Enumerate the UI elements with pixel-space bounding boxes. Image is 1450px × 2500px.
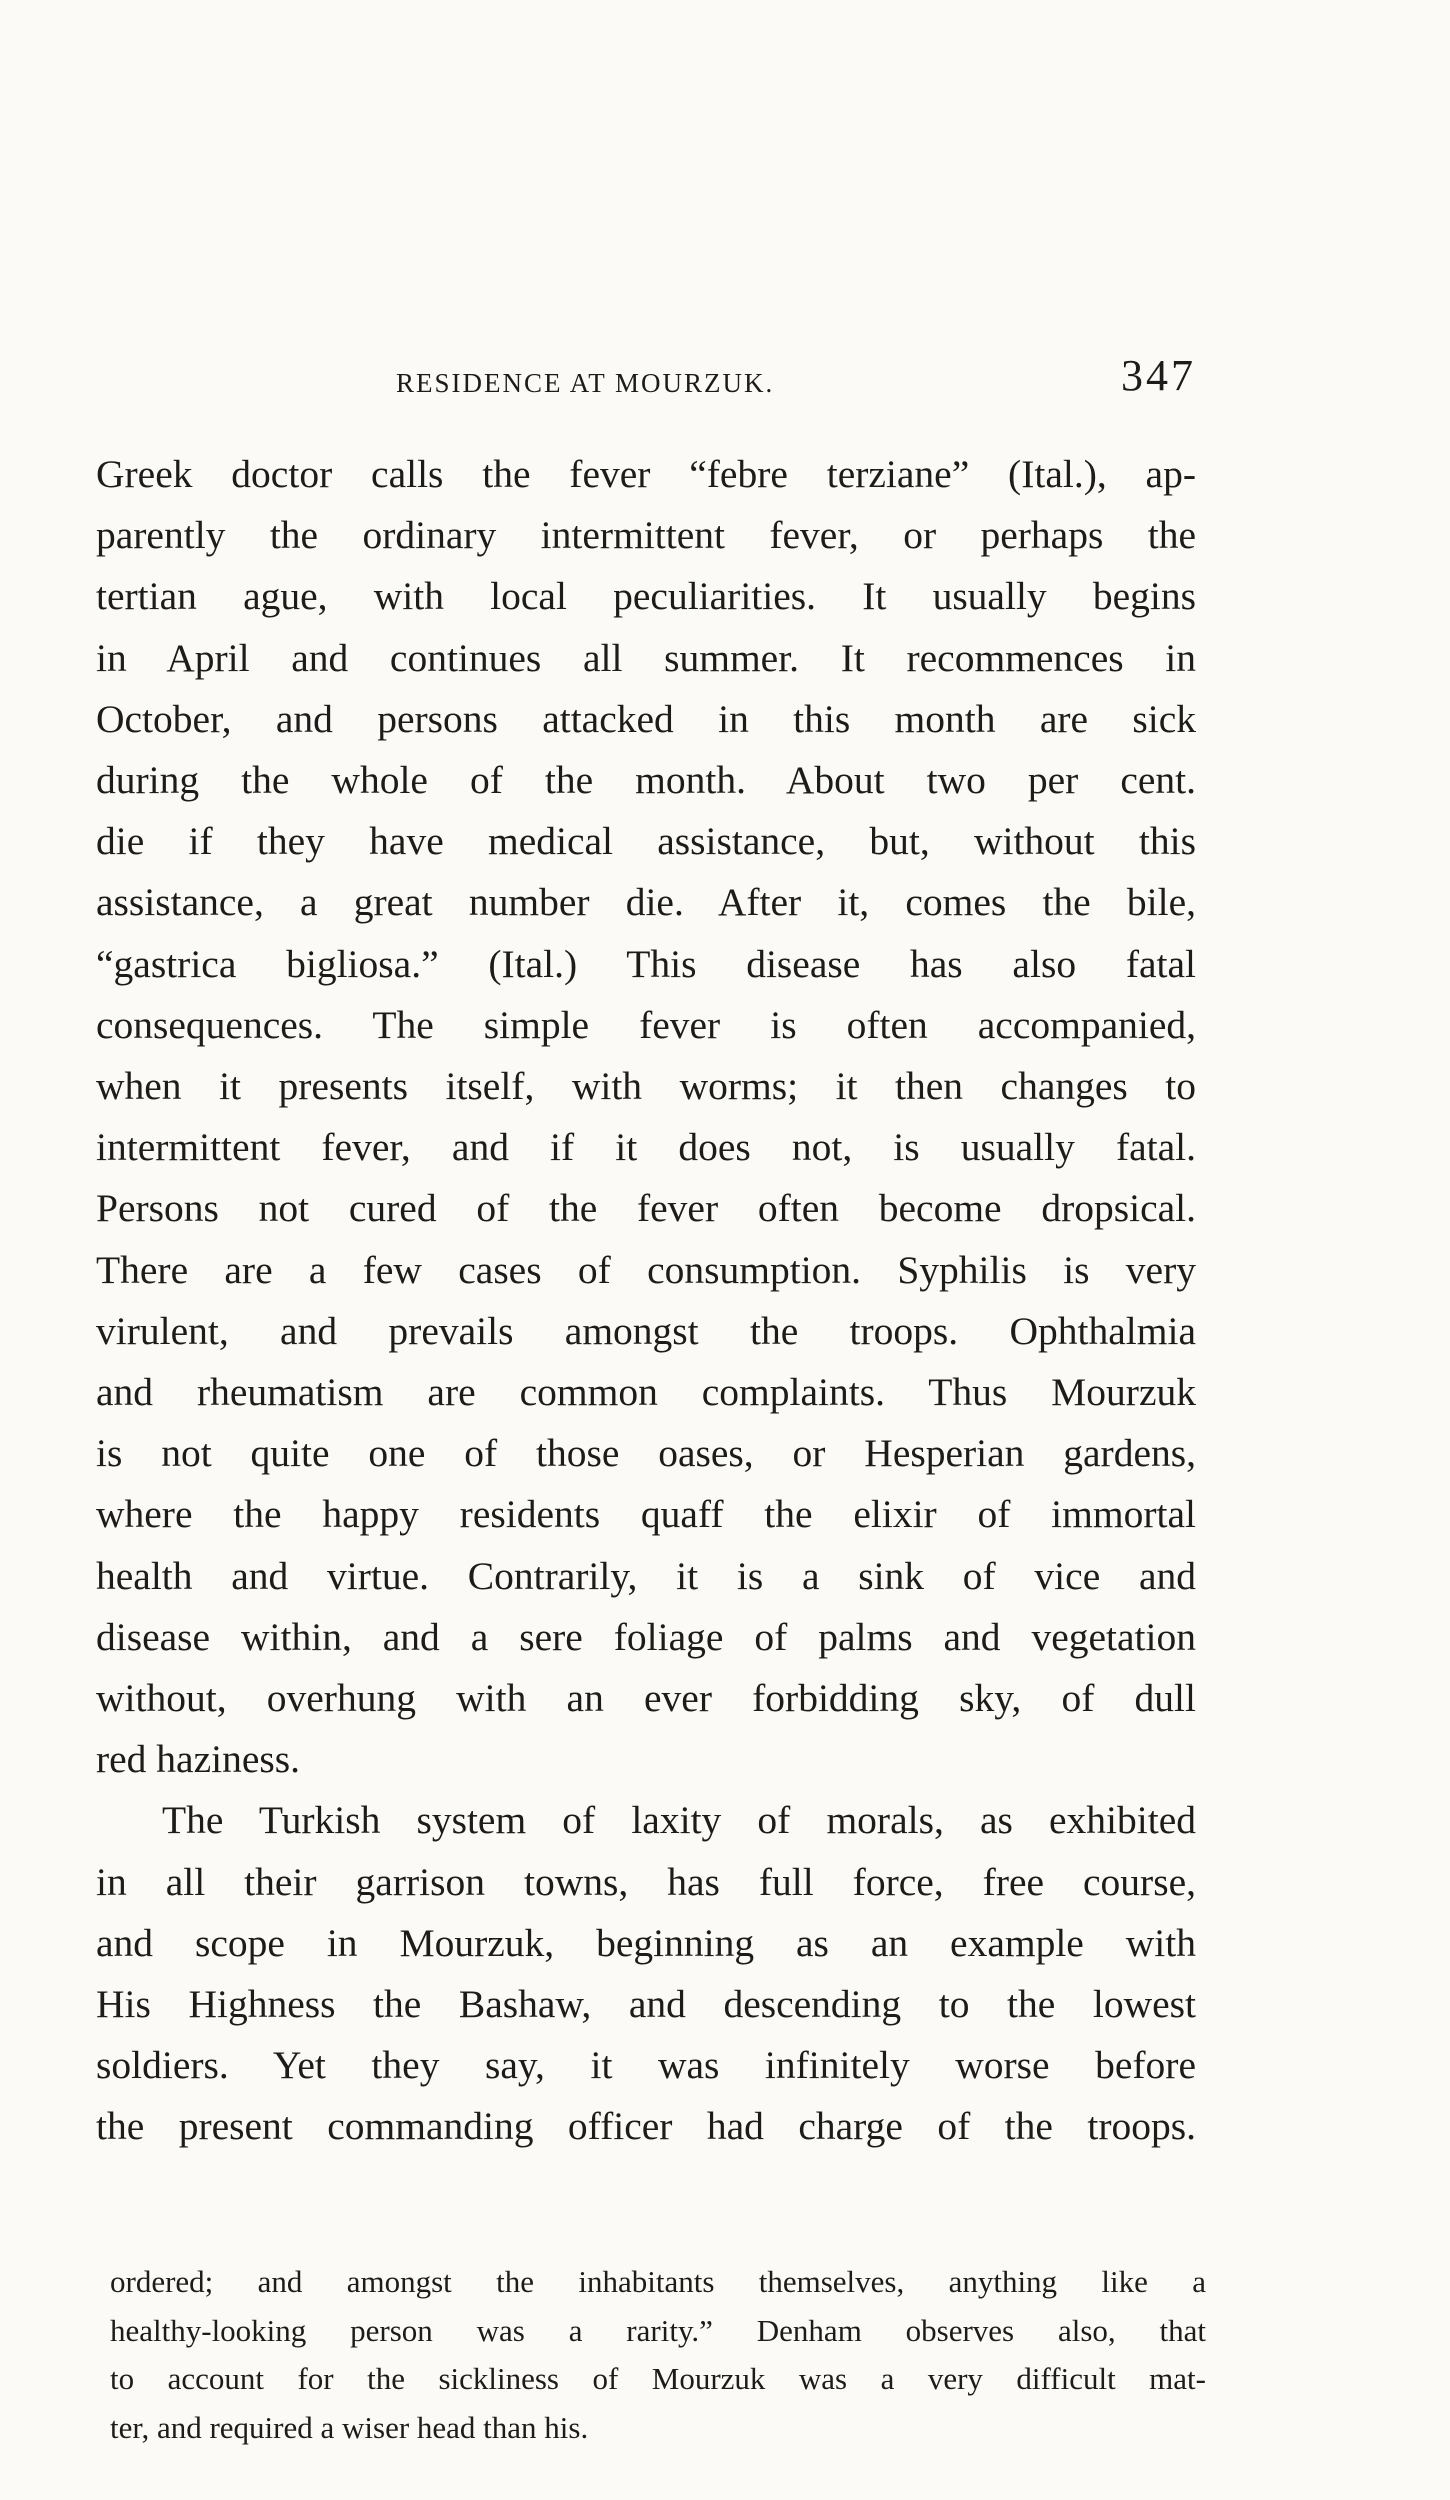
paragraph-2 (96, 1790, 1196, 2157)
text-line: where the happy residents quaff the elixir of immortal (96, 1492, 1196, 1537)
text-line: without, overhung with an ever forbidding sky, of dull (96, 1676, 1196, 1721)
footnote-line: to account for the sickliness of Mourzuk was a very difficult mat- (110, 2361, 1206, 2396)
page-number: 347 (1121, 351, 1196, 400)
text-line: red haziness. (96, 1737, 300, 1782)
text-line: die if they have medical assistance, but, without this (96, 819, 1196, 864)
text-line: in all their garrison towns, has full force, free course, (96, 1859, 1196, 1904)
text-line: virulent, and prevails amongst the troops. Ophthalmia (96, 1308, 1196, 1353)
text-line: “gastrica bigliosa.” (Ital.) This disease has also fatal (96, 941, 1196, 986)
footnote-line: healthy-looking person was a rarity.” Denham observes also, that (110, 2312, 1206, 2348)
text-line: consequences. The simple fever is often accompanied, (96, 1002, 1196, 1047)
text-line: in April and continues all summer. It recommences in (96, 635, 1196, 680)
text-line: tertian ague, with local peculiarities. It usually begins (96, 574, 1196, 619)
text-line: The Turkish system of laxity of morals, as exhibited (162, 1798, 1196, 1843)
text-line: October, and persons attacked in this month are sick (96, 696, 1196, 741)
text-line: and scope in Mourzuk, beginning as an example with (96, 1920, 1196, 1965)
running-title: RESIDENCE AT MOURZUK. (396, 368, 775, 398)
text-line: Greek doctor calls the fever “febre terziane” (Ital.), ap- (96, 452, 1196, 496)
text-line: disease within, and a sere foliage of palms and vegetation (96, 1614, 1196, 1659)
body-text (96, 444, 1196, 2158)
footnote-line: ter, and required a wiser head than his. (110, 2409, 589, 2445)
text-line: intermittent fever, and if it does not, is usually fatal. (96, 1125, 1196, 1170)
text-line: health and virtue. Contrarily, it is a sink of vice and (96, 1553, 1196, 1598)
text-line: His Highness the Bashaw, and descending to the lowest (96, 1982, 1196, 2027)
footnote (110, 2258, 1206, 2452)
page-header (96, 350, 1196, 410)
text-line: during the whole of the month. About two per cent. (96, 758, 1196, 803)
text-line: assistance, a great number die. After it, comes the bile, (96, 880, 1196, 925)
text-line: parently the ordinary intermittent fever, or perhaps the (96, 513, 1196, 558)
text-line: is not quite one of those oases, or Hesperian gardens, (96, 1431, 1196, 1476)
text-line: Persons not cured of the fever often become dropsical. (96, 1186, 1196, 1231)
text-line: soldiers. Yet they say, it was infinitely worse before (96, 2043, 1196, 2088)
footnote-line: ordered; and amongst the inhabitants themselves, anything like a (110, 2264, 1206, 2299)
text-line: and rheumatism are common complaints. Thus Mourzuk (96, 1370, 1196, 1415)
paragraph-1 (96, 444, 1196, 1790)
text-line: There are a few cases of consumption. Syphilis is very (96, 1247, 1196, 1292)
text-line: when it presents itself, with worms; it then changes to (96, 1064, 1196, 1109)
text-line: the present commanding officer had charge of the troops. (96, 2104, 1196, 2149)
